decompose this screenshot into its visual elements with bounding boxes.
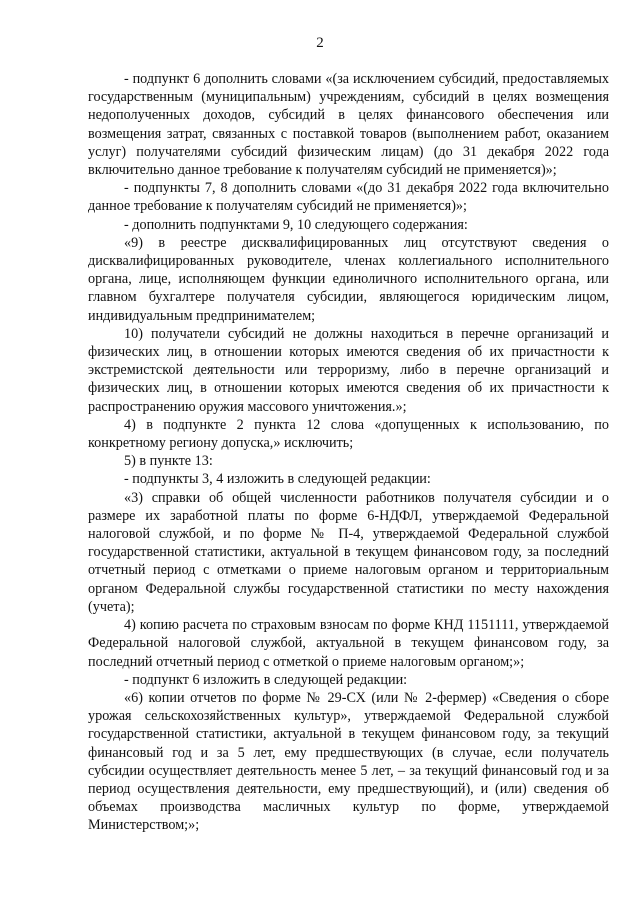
paragraph-subpoints-3-4: - подпункты 3, 4 изложить в следующей редакции: bbox=[124, 471, 431, 488]
paragraph-item-6: «6) копии отчетов по форме № 29-СХ (или № 2-фермер) «Сведения о сборе урожая сельскохозяйственных культур», утверждаемой Федеральной службой государственной статистики, актуальной в текущем финансовом году, за текущий финансовый год и за 5 лет, ему предшествующих (в случае, если получатель субсидии осуществляет деятельность менее 5 лет, – за текущий финансовый год и за период осуществления деятельности, ему предшествующий), и (или) сведения об объемах производства масличных культур по форме, утверждаемой Министерством;»; bbox=[88, 689, 609, 834]
paragraph-item-10: 10) получатели субсидий не должны находиться в перечне организаций и физических лиц, в отношении которых имеются сведения об их причастности к экстремистской деятельности или терроризму, либо в перечне организаций и физических лиц, в отношении которых имеются сведения об их причастности к распространению оружия массового уничтожения.»; bbox=[88, 325, 609, 415]
paragraph-subpoint-6: - подпункт 6 дополнить словами «(за исключением субсидий, предоставляемых государственным (муниципальным) учреждениям, субсидий в целях возмещения недополученных доходов, субсидий в целях финансового обеспечения или возмещения затрат, связанных с поставкой товаров (выполнением работ, оказанием услуг) получателями субсидий физическим лицам) (до 31 декабря 2022 года включительно данное требование к получателям субсидий не применяется)»; bbox=[88, 71, 609, 179]
paragraph-subpoints-7-8: - подпункты 7, 8 дополнить словами «(до 31 декабря 2022 года включительно данное требование к получателям субсидий не применяется)»; bbox=[88, 180, 609, 215]
paragraph-point-5: 5) в пункте 13: bbox=[124, 453, 213, 470]
paragraph-item-9: «9) в реестре дисквалифицированных лиц отсутствуют сведения о дисквалифицированных руководителе, членах коллегиального исполнительного органа, лице, исполняющем функции единоличного исполнительного органа, или главном бухгалтере получателя субсидии, являющегося юридическим лицом, индивидуальным предпринимателем; bbox=[88, 234, 609, 324]
paragraph-point-4: 4) в подпункте 2 пункта 12 слова «допущенных к использованию, по конкретному региону допуска,» исключить; bbox=[88, 416, 609, 452]
page-number: 2 bbox=[316, 35, 324, 51]
document-body bbox=[88, 70, 609, 835]
paragraph-add-subpoints: - дополнить подпунктами 9, 10 следующего содержания: bbox=[124, 216, 468, 233]
paragraph-subpoint-6-new: - подпункт 6 изложить в следующей редакции: bbox=[124, 671, 408, 688]
paragraph-item-4: 4) копию расчета по страховым взносам по форме КНД 1151111, утверждаемой Федеральной налоговой службой, актуальной в текущем финансовом году, за последний отчетный период с отметкой о приеме налоговым органом;»; bbox=[88, 617, 609, 670]
paragraph-item-3: «3) справки об общей численности работников получателя субсидии и о размере их заработной платы по форме 6-НДФЛ, утверждаемой Федеральной налоговой службой, и по форме № П-4, утверждаемой Федеральной службой государственной статистики, актуальной в текущем финансовом году, за последний отчетный период с отметками о приеме налоговым органом и территориальным органом Федеральной службы государственной статистики по месту нахождения (учета); bbox=[88, 489, 609, 615]
